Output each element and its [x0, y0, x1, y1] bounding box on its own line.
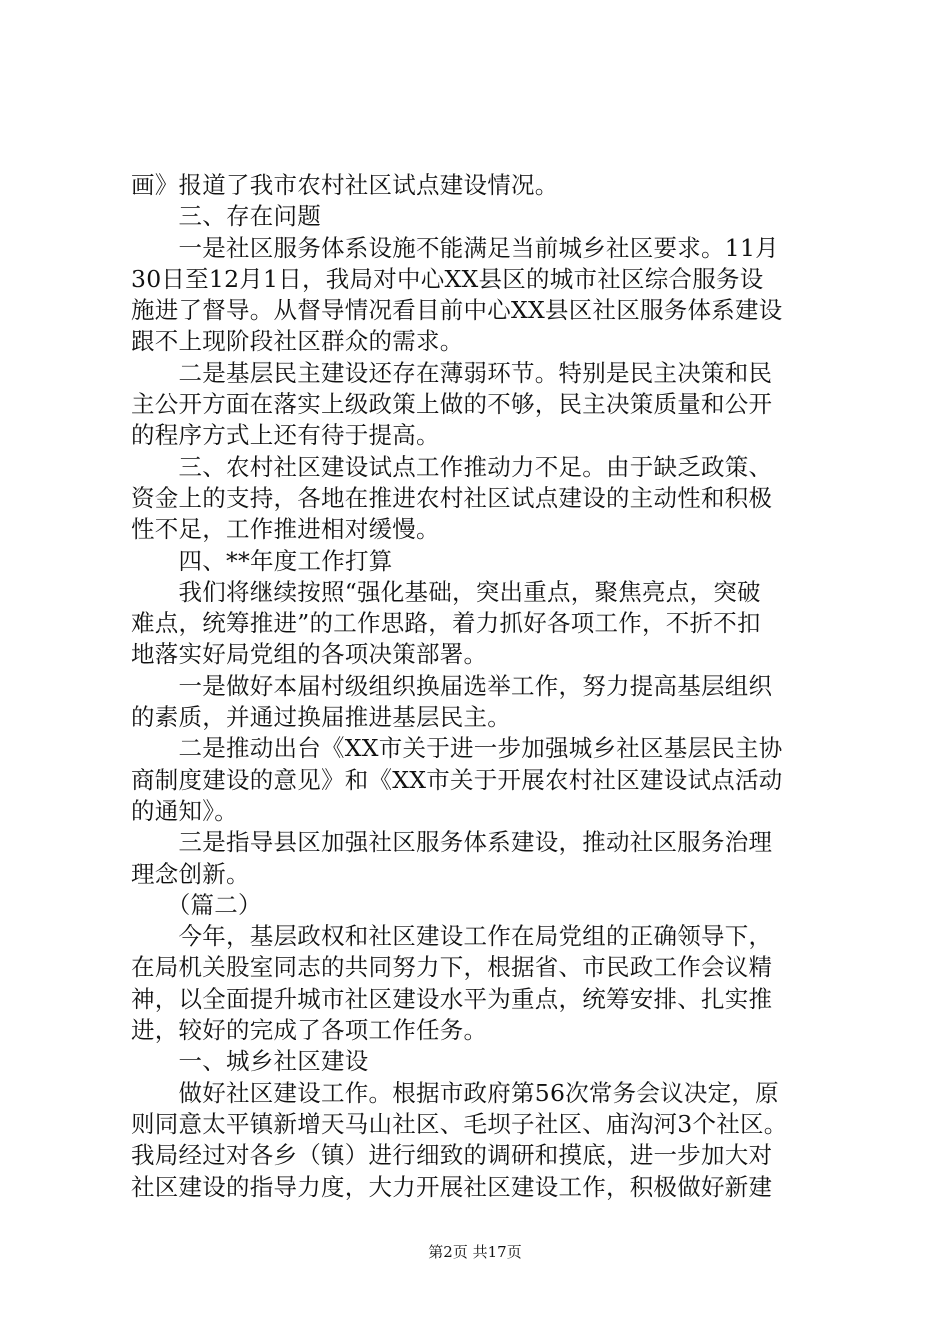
text-line: 性不足，工作推进相对缓慢。 — [131, 515, 440, 544]
section-heading: 一、城乡社区建设 — [131, 1047, 369, 1076]
text-line: 难点，统筹推进”的工作思路，着力抓好各项工作，不折不扣 — [131, 609, 761, 638]
text-line: 则同意太平镇新增天马山社区、毛坝子社区、庙沟河3个社区。 — [131, 1109, 788, 1138]
text-line: 施进了督导。从督导情况看目前中心XX县区社区服务体系建设 — [131, 296, 783, 325]
section-heading: 三、存在问题 — [131, 202, 321, 231]
text-line: 进，较好的完成了各项工作任务。 — [131, 1016, 488, 1045]
text-line: 二是基层民主建设还存在薄弱环节。特别是民主决策和民 — [131, 358, 773, 387]
text-line: 我局经过对各乡（镇）进行细致的调研和摸底，进一步加大对 — [131, 1141, 773, 1170]
text-line: 做好社区建设工作。根据市政府第56次常务会议决定，原 — [131, 1078, 779, 1107]
text-line: 今年，基层政权和社区建设工作在局党组的正确领导下， — [131, 922, 773, 951]
text-line: 的通知》。 — [131, 796, 238, 825]
page-number: 第2页 共17页 — [428, 1243, 522, 1261]
text-line: 神，以全面提升城市社区建设水平为重点，统筹安排、扎实推 — [131, 984, 773, 1013]
text-line: 一是社区服务体系设施不能满足当前城乡社区要求。11月 — [131, 233, 779, 262]
text-line: 二是推动出台《XX市关于进一步加强城乡社区基层民主协 — [131, 734, 783, 763]
text-line: 一是做好本届村级组织换届选举工作，努力提高基层组织 — [131, 671, 773, 700]
text-line: 商制度建设的意见》和《XX市关于开展农村社区建设试点活动 — [131, 765, 783, 794]
text-line: 的素质，并通过换届推进基层民主。 — [131, 703, 511, 732]
text-line: 30日至12月1日，我局对中心XX县区的城市社区综合服务设 — [131, 264, 764, 293]
text-line: 我们将继续按照“强化基础，突出重点，聚焦亮点，突破 — [131, 577, 761, 606]
text-line: 画》报道了我市农村社区试点建设情况。 — [131, 171, 559, 199]
text-line: 的程序方式上还有待于提高。 — [131, 421, 440, 450]
text-line: 在局机关股室同志的共同努力下，根据省、市民政工作会议精 — [131, 953, 773, 982]
text-line: 地落实好局党组的各项决策部署。 — [131, 640, 488, 669]
text-line: 三、农村社区建设试点工作推动力不足。由于缺乏政策、 — [131, 452, 773, 481]
text-line: 社区建设的指导力度，大力开展社区建设工作，积极做好新建 — [131, 1172, 773, 1201]
text-line: 跟不上现阶段社区群众的需求。 — [131, 327, 464, 356]
text-line: 理念创新。 — [131, 859, 250, 888]
text-line: 三是指导县区加强社区服务体系建设，推动社区服务治理 — [131, 828, 773, 857]
page-footer — [0, 1242, 950, 1262]
section-heading: 四、**年度工作打算 — [131, 546, 393, 575]
part-heading: （篇二） — [131, 890, 262, 919]
document-body — [131, 170, 831, 1203]
text-line: 资金上的支持，各地在推进农村社区试点建设的主动性和积极 — [131, 483, 773, 512]
text-line: 主公开方面在落实上级政策上做的不够，民主决策质量和公开 — [131, 390, 773, 419]
